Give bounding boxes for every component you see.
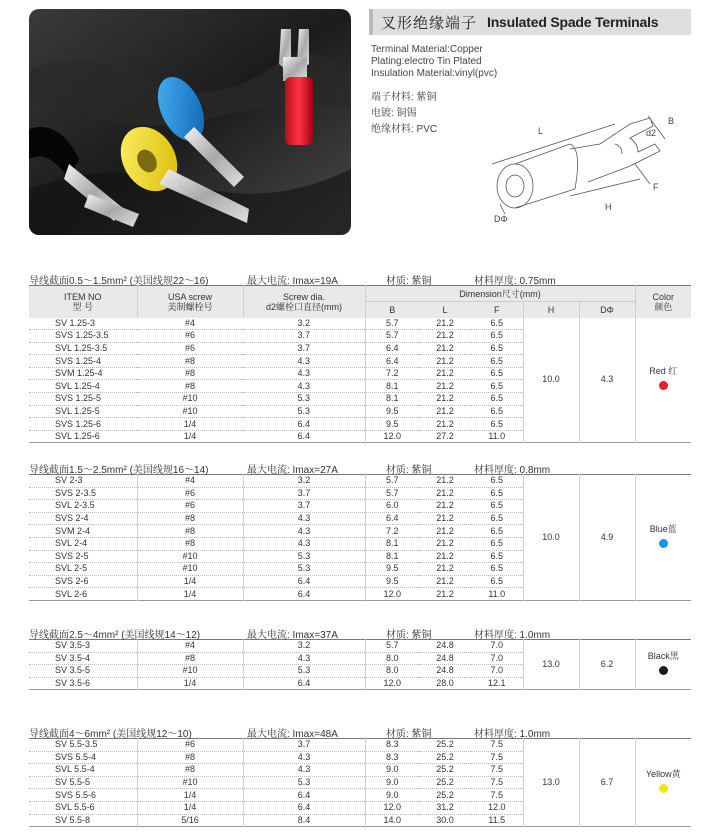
- table-cell: 1/4: [137, 588, 243, 601]
- table-cell: #10: [137, 665, 243, 678]
- table-cell: #6: [137, 739, 243, 752]
- table-cell: SV 5.5-3.5: [29, 739, 137, 752]
- table-cell: 5.7: [365, 475, 419, 488]
- table-cell: 12.0: [365, 430, 419, 443]
- section-header: [29, 270, 691, 285]
- table-row: [29, 640, 691, 653]
- table-cell: 5.7: [365, 487, 419, 500]
- table-cell: SVL 2-4: [29, 537, 137, 550]
- table-cell: SV 3.5-4: [29, 652, 137, 665]
- table-cell: 21.2: [419, 487, 471, 500]
- col-f: F: [471, 302, 523, 318]
- spec-line: Terminal Material:Copper: [371, 44, 483, 55]
- table-cell: 21.2: [419, 393, 471, 406]
- table-cell: 5.7: [365, 640, 419, 653]
- table-cell: 6.5: [471, 418, 523, 431]
- title-chinese: 叉形绝缘端子: [381, 14, 478, 32]
- label-H: H: [605, 202, 612, 212]
- table-cell: #6: [137, 487, 243, 500]
- table-cell: 6.5: [471, 563, 523, 576]
- col-usa-screw: USA screw 美制螺栓号: [137, 286, 243, 318]
- table-cell: 12.0: [365, 801, 419, 814]
- table-cell: 12.0: [365, 677, 419, 690]
- table-cell: 11.0: [471, 588, 523, 601]
- table-cell: SVL 1.25-3.5: [29, 342, 137, 355]
- d-value: 4.3: [579, 318, 635, 443]
- table-cell: SVS 1.25-6: [29, 418, 137, 431]
- spec-table: [29, 738, 691, 827]
- thickness: 材料厚度: 1.0mm: [474, 630, 551, 641]
- table-cell: 21.2: [419, 512, 471, 525]
- table-cell: 3.7: [243, 330, 365, 343]
- table-cell: 21.2: [419, 380, 471, 393]
- table-cell: 25.2: [419, 764, 471, 777]
- title-accent: [369, 9, 373, 35]
- d-value: 4.9: [579, 475, 635, 601]
- h-value: 13.0: [523, 640, 579, 690]
- spec-table: [29, 639, 691, 690]
- table-cell: 8.4: [243, 814, 365, 827]
- table-cell: 1/4: [137, 575, 243, 588]
- table-cell: SVL 2-3.5: [29, 500, 137, 513]
- color-cell: [635, 739, 691, 827]
- table-cell: 3.7: [243, 487, 365, 500]
- section-header: [29, 624, 691, 639]
- table-cell: SVS 1.25-3.5: [29, 330, 137, 343]
- table-cell: 9.0: [365, 776, 419, 789]
- table-cell: 4.3: [243, 525, 365, 538]
- table-cell: 3.2: [243, 640, 365, 653]
- color-dot: [659, 784, 668, 793]
- table-cell: SVS 2-6: [29, 575, 137, 588]
- table-cell: 21.2: [419, 575, 471, 588]
- table-cell: 6.4: [243, 677, 365, 690]
- table-cell: 4.3: [243, 367, 365, 380]
- table-cell: 6.5: [471, 487, 523, 500]
- table-cell: #10: [137, 393, 243, 406]
- material: 材质: 紫铜: [386, 729, 432, 740]
- table-cell: 6.5: [471, 367, 523, 380]
- table-cell: SVM 1.25-4: [29, 367, 137, 380]
- col-l: L: [419, 302, 471, 318]
- thickness: 材料厚度: 0.8mm: [474, 465, 551, 476]
- spec-section-1: [29, 270, 691, 443]
- table-cell: 6.5: [471, 355, 523, 368]
- table-cell: 6.5: [471, 405, 523, 418]
- spec-section-2: [29, 459, 691, 601]
- color-dot: [659, 666, 668, 675]
- table-cell: 21.2: [419, 475, 471, 488]
- table-cell: 3.2: [243, 475, 365, 488]
- color-label: Blue蓝: [649, 523, 677, 534]
- table-cell: 6.5: [471, 380, 523, 393]
- wire-area: 导线截面2.5～4mm² (美国线规14～12): [29, 630, 201, 641]
- table-cell: 6.5: [471, 550, 523, 563]
- table-cell: #6: [137, 500, 243, 513]
- table-cell: 21.2: [419, 588, 471, 601]
- table-cell: #8: [137, 652, 243, 665]
- table-cell: 12.1: [471, 677, 523, 690]
- table-cell: 12.0: [471, 801, 523, 814]
- table-row: [29, 475, 691, 488]
- table-cell: 9.0: [365, 764, 419, 777]
- table-cell: 7.5: [471, 751, 523, 764]
- color-cell: [635, 640, 691, 690]
- table-cell: 25.2: [419, 789, 471, 802]
- spec-line: 端子材料: 紫铜: [371, 92, 437, 103]
- table-cell: 6.0: [365, 500, 419, 513]
- table-cell: 7.5: [471, 764, 523, 777]
- table-cell: 6.5: [471, 525, 523, 538]
- table-cell: 6.4: [365, 512, 419, 525]
- table-cell: #8: [137, 751, 243, 764]
- table-cell: 6.4: [243, 789, 365, 802]
- title-english: Insulated Spade Terminals: [487, 14, 659, 30]
- table-cell: SV 3.5-5: [29, 665, 137, 678]
- table-row: [29, 318, 691, 330]
- table-cell: SV 2-3: [29, 475, 137, 488]
- max-current: 最大电流: Imax=48A: [247, 729, 338, 740]
- material: 材质: 紫铜: [386, 630, 432, 641]
- table-cell: 3.7: [243, 739, 365, 752]
- h-value: 13.0: [523, 739, 579, 827]
- col-b: B: [365, 302, 419, 318]
- table-cell: 5.3: [243, 393, 365, 406]
- table-cell: 21.2: [419, 405, 471, 418]
- section-header: [29, 723, 691, 738]
- table-cell: 5.7: [365, 318, 419, 330]
- table-cell: SVS 2-3.5: [29, 487, 137, 500]
- table-cell: SV 3.5-6: [29, 677, 137, 690]
- table-cell: 3.7: [243, 342, 365, 355]
- col-color: Color 颜色: [635, 286, 691, 318]
- label-L: L: [538, 126, 544, 136]
- color-cell: [635, 318, 691, 443]
- table-cell: 7.0: [471, 665, 523, 678]
- table-cell: 24.8: [419, 652, 471, 665]
- table-cell: #6: [137, 330, 243, 343]
- table-cell: 28.0: [419, 677, 471, 690]
- table-cell: 6.5: [471, 537, 523, 550]
- table-cell: 21.2: [419, 525, 471, 538]
- table-cell: 6.4: [243, 588, 365, 601]
- table-cell: 6.4: [365, 342, 419, 355]
- table-cell: 24.8: [419, 640, 471, 653]
- spec-line: Plating:electro Tin Plated: [371, 56, 482, 67]
- table-cell: #10: [137, 550, 243, 563]
- col-dimension: Dimension尺寸(mm): [365, 286, 635, 302]
- color-label: Yellow黄: [645, 769, 681, 780]
- table-cell: 9.5: [365, 405, 419, 418]
- table-cell: 3.7: [243, 500, 365, 513]
- material: 材质: 紫铜: [386, 465, 432, 476]
- table-cell: 6.5: [471, 342, 523, 355]
- spec-table: [29, 285, 691, 443]
- thickness: 材料厚度: 0.75mm: [474, 276, 556, 287]
- table-row: [29, 739, 691, 752]
- spec-section-4: [29, 723, 691, 827]
- table-cell: #4: [137, 640, 243, 653]
- col-item-no: ITEM NO 型 号: [29, 286, 137, 318]
- spec-line: Insulation Material:vinyl(pvc): [371, 68, 498, 79]
- table-cell: 21.2: [419, 330, 471, 343]
- table-cell: 4.3: [243, 512, 365, 525]
- table-cell: 21.2: [419, 367, 471, 380]
- table-cell: SVL 5.5-6: [29, 801, 137, 814]
- spec-table: [29, 474, 691, 601]
- table-cell: SVL 2-5: [29, 563, 137, 576]
- table-cell: #8: [137, 367, 243, 380]
- table-cell: 8.1: [365, 393, 419, 406]
- table-cell: 7.5: [471, 789, 523, 802]
- h-value: 10.0: [523, 318, 579, 443]
- color-dot: [659, 381, 668, 390]
- spec-line: 绝缘材料: PVC: [371, 124, 438, 135]
- table-cell: 1/4: [137, 801, 243, 814]
- table-cell: SVS 2-4: [29, 512, 137, 525]
- table-cell: 4.3: [243, 355, 365, 368]
- title-bar: [369, 9, 691, 35]
- table-cell: 6.5: [471, 500, 523, 513]
- table-cell: 31.2: [419, 801, 471, 814]
- table-cell: 6.5: [471, 330, 523, 343]
- product-photo: [29, 9, 351, 235]
- table-cell: SV 5.5-8: [29, 814, 137, 827]
- table-cell: #4: [137, 318, 243, 330]
- table-cell: 8.3: [365, 751, 419, 764]
- table-cell: 9.0: [365, 789, 419, 802]
- table-cell: 5.3: [243, 776, 365, 789]
- table-cell: 5/16: [137, 814, 243, 827]
- col-h: H: [523, 302, 579, 318]
- table-cell: #10: [137, 563, 243, 576]
- table-cell: #10: [137, 776, 243, 789]
- table-cell: 1/4: [137, 789, 243, 802]
- table-cell: 9.5: [365, 418, 419, 431]
- color-label: Black黑: [647, 651, 679, 662]
- table-cell: 6.5: [471, 475, 523, 488]
- table-cell: 5.3: [243, 563, 365, 576]
- table-cell: SVL 1.25-5: [29, 405, 137, 418]
- table-cell: #8: [137, 380, 243, 393]
- color-dot: [659, 539, 668, 548]
- table-cell: #4: [137, 475, 243, 488]
- thickness: 材料厚度: 1.0mm: [474, 729, 551, 740]
- table-cell: 6.5: [471, 318, 523, 330]
- table-cell: 4.3: [243, 764, 365, 777]
- table-cell: 8.0: [365, 652, 419, 665]
- table-cell: 5.3: [243, 550, 365, 563]
- table-cell: 12.0: [365, 588, 419, 601]
- label-B: B: [668, 116, 675, 126]
- table-cell: 6.4: [243, 575, 365, 588]
- material-specs-en: [371, 44, 497, 80]
- table-cell: SVL 2-6: [29, 588, 137, 601]
- table-cell: 25.2: [419, 776, 471, 789]
- table-cell: 6.5: [471, 512, 523, 525]
- d-value: 6.7: [579, 739, 635, 827]
- label-d2: d2: [646, 128, 657, 138]
- table-cell: SVL 1.25-4: [29, 380, 137, 393]
- table-cell: 9.5: [365, 563, 419, 576]
- table-cell: 6.4: [243, 418, 365, 431]
- table-cell: #10: [137, 405, 243, 418]
- table-cell: 6.4: [243, 801, 365, 814]
- table-cell: 6.4: [243, 430, 365, 443]
- wire-area: 导线截面0.5～1.5mm² (美国线规22～16): [29, 276, 209, 287]
- table-cell: 7.0: [471, 652, 523, 665]
- spec-line: 电镀: 铜锡: [371, 108, 417, 119]
- table-cell: 11.0: [471, 430, 523, 443]
- table-cell: #8: [137, 764, 243, 777]
- max-current: 最大电流: Imax=27A: [247, 465, 338, 476]
- table-cell: 6.5: [471, 575, 523, 588]
- table-cell: 7.0: [471, 640, 523, 653]
- table-cell: 1/4: [137, 418, 243, 431]
- table-cell: 8.1: [365, 537, 419, 550]
- table-cell: 3.2: [243, 318, 365, 330]
- table-cell: 21.2: [419, 500, 471, 513]
- table-cell: 1/4: [137, 677, 243, 690]
- material-specs-cn: [371, 90, 437, 138]
- table-cell: #6: [137, 342, 243, 355]
- wire-area: 导线截面1.5～2.5mm² (美国线规16～14): [29, 465, 209, 476]
- table-cell: SVL 5.5-4: [29, 764, 137, 777]
- terminal-dimension-diagram: [470, 104, 690, 234]
- table-cell: 21.2: [419, 563, 471, 576]
- spec-section-3: [29, 624, 691, 690]
- table-cell: SV 5.5-5: [29, 776, 137, 789]
- table-cell: SVS 2-5: [29, 550, 137, 563]
- table-cell: 4.3: [243, 652, 365, 665]
- table-cell: 6.5: [471, 393, 523, 406]
- table-cell: #8: [137, 512, 243, 525]
- table-cell: SVS 5.5-6: [29, 789, 137, 802]
- section-header: [29, 459, 691, 474]
- table-cell: 8.0: [365, 665, 419, 678]
- table-cell: 21.2: [419, 355, 471, 368]
- table-cell: 1/4: [137, 430, 243, 443]
- max-current: 最大电流: Imax=37A: [247, 630, 338, 641]
- table-cell: 7.5: [471, 776, 523, 789]
- table-cell: 21.2: [419, 550, 471, 563]
- max-current: 最大电流: Imax=19A: [247, 276, 338, 287]
- wire-area: 导线截面4～6mm² (美国线规12～10): [29, 729, 192, 740]
- table-cell: SVS 5.5-4: [29, 751, 137, 764]
- table-cell: 9.5: [365, 575, 419, 588]
- label-diameter: DΦ: [494, 214, 508, 224]
- color-label: Red 红: [649, 366, 678, 377]
- table-cell: 11.5: [471, 814, 523, 827]
- table-cell: SVL 1.25-6: [29, 430, 137, 443]
- col-screw-dia: Screw dia. d2螺栓口直径(mm): [243, 286, 365, 318]
- table-cell: 8.3: [365, 739, 419, 752]
- table-cell: 24.8: [419, 665, 471, 678]
- table-cell: 5.7: [365, 330, 419, 343]
- h-value: 10.0: [523, 475, 579, 601]
- table-cell: 21.2: [419, 318, 471, 330]
- table-cell: 21.2: [419, 418, 471, 431]
- material: 材质: 紫铜: [386, 276, 432, 287]
- table-cell: 25.2: [419, 739, 471, 752]
- table-cell: 4.3: [243, 537, 365, 550]
- table-cell: 27.2: [419, 430, 471, 443]
- table-cell: 7.5: [471, 739, 523, 752]
- table-cell: 5.3: [243, 665, 365, 678]
- table-cell: 7.2: [365, 367, 419, 380]
- table-cell: 5.3: [243, 405, 365, 418]
- d-value: 6.2: [579, 640, 635, 690]
- table-cell: SV 1.25-3: [29, 318, 137, 330]
- table-cell: 8.1: [365, 550, 419, 563]
- label-F: F: [653, 182, 659, 192]
- table-cell: SVS 1.25-4: [29, 355, 137, 368]
- color-cell: [635, 475, 691, 601]
- table-cell: SVS 1.25-5: [29, 393, 137, 406]
- table-cell: #8: [137, 355, 243, 368]
- table-cell: 25.2: [419, 751, 471, 764]
- table-cell: 21.2: [419, 537, 471, 550]
- col-d: DΦ: [579, 302, 635, 318]
- table-cell: 30.0: [419, 814, 471, 827]
- table-cell: 8.1: [365, 380, 419, 393]
- table-cell: 7.2: [365, 525, 419, 538]
- table-cell: 4.3: [243, 751, 365, 764]
- table-cell: SV 3.5-3: [29, 640, 137, 653]
- table-cell: 4.3: [243, 380, 365, 393]
- table-cell: #8: [137, 525, 243, 538]
- table-cell: #8: [137, 537, 243, 550]
- table-cell: 6.4: [365, 355, 419, 368]
- table-cell: 21.2: [419, 342, 471, 355]
- table-cell: SVM 2-4: [29, 525, 137, 538]
- table-cell: 14.0: [365, 814, 419, 827]
